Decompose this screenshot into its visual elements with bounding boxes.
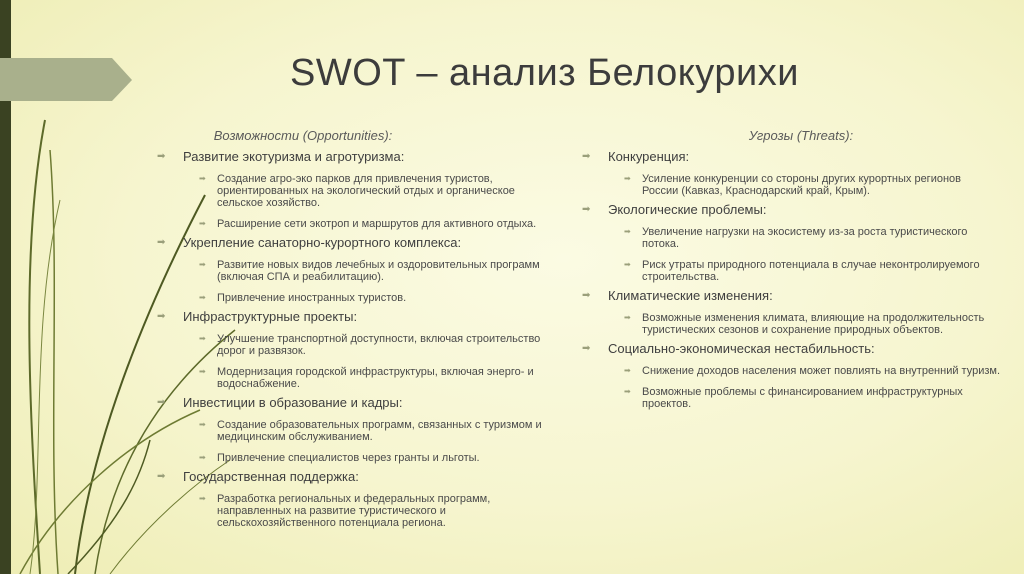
opportunity-subitem: ➡ Привлечение иностранных туристов. [155,292,555,304]
opportunity-item-ecotourism: ➡ Развитие экотуризма и агротуризма: [155,149,555,164]
threats-column [580,128,1000,410]
opportunity-subitem: ➡ Создание агро-эко парков для привлечения туристов, ориентированных на экологический отдых и органическое сельское хозяйство. [155,173,555,209]
threat-subitem: ➡ Снижение доходов населения может повлиять на внутренний туризм. [580,365,1000,377]
threat-subitem: ➡ Возможные проблемы с финансированием инфраструктурных проектов. [580,386,1000,410]
threat-subitem: ➡ Риск утраты природного потенциала в случае неконтролируемого строительства. [580,259,1000,283]
opportunities-list [155,149,555,529]
opportunity-subitem: ➡ Модернизация городской инфраструктуры, включая энерго- и водоснабжение. [155,366,555,390]
opportunity-subitem: ➡ Привлечение специалистов через гранты и льготы. [155,452,555,464]
opportunity-item-infrastructure: ➡ Инфраструктурные проекты: [155,309,555,324]
opportunity-item-state-support: ➡ Государственная поддержка: [155,469,555,484]
threats-heading: Угрозы (Threats): [748,128,854,143]
opportunity-subitem: ➡ Расширение сети экотроп и маршрутов для активного отдыха. [155,218,555,230]
threat-subitem: ➡ Возможные изменения климата, влияющие на продолжительность туристических сезонов и сохранение природных объектов. [580,312,1000,336]
opportunities-heading: Возможности (Opportunities): [213,128,393,143]
opportunity-subitem: ➡ Улучшение транспортной доступности, включая строительство дорог и развязок. [155,333,555,357]
opportunities-column [155,128,555,529]
opportunity-subitem: ➡ Развитие новых видов лечебных и оздоровительных программ (включая СПА и реабилитацию). [155,259,555,283]
threat-subitem: ➡ Увеличение нагрузки на экосистему из-за роста туристического потока. [580,226,1000,250]
opportunity-subitem: ➡ Создание образовательных программ, связанных с туризмом и медицинским обслуживанием. [155,419,555,443]
threat-item-ecology: ➡ Экологические проблемы: [580,202,1000,217]
opportunity-item-sanatorium: ➡ Укрепление санаторно-курортного комплекса: [155,235,555,250]
threat-item-competition: ➡ Конкуренция: [580,149,1000,164]
opportunity-subitem: ➡ Разработка региональных и федеральных программ, направленных на развитие туристического и сельскохозяйственного потенциала региона. [155,493,555,529]
slide-title: SWOT – анализ Белокурихи [290,52,799,94]
threat-item-socioeconomic: ➡ Социально-экономическая нестабильность: [580,341,1000,356]
opportunity-item-education: ➡ Инвестиции в образование и кадры: [155,395,555,410]
threat-subitem: ➡ Усиление конкуренции со стороны других курортных регионов России (Кавказ, Краснодарский край, Крым). [580,173,1000,197]
title-arrow-shape [0,58,132,101]
threats-list [580,149,1000,410]
threat-item-climate: ➡ Климатические изменения: [580,288,1000,303]
